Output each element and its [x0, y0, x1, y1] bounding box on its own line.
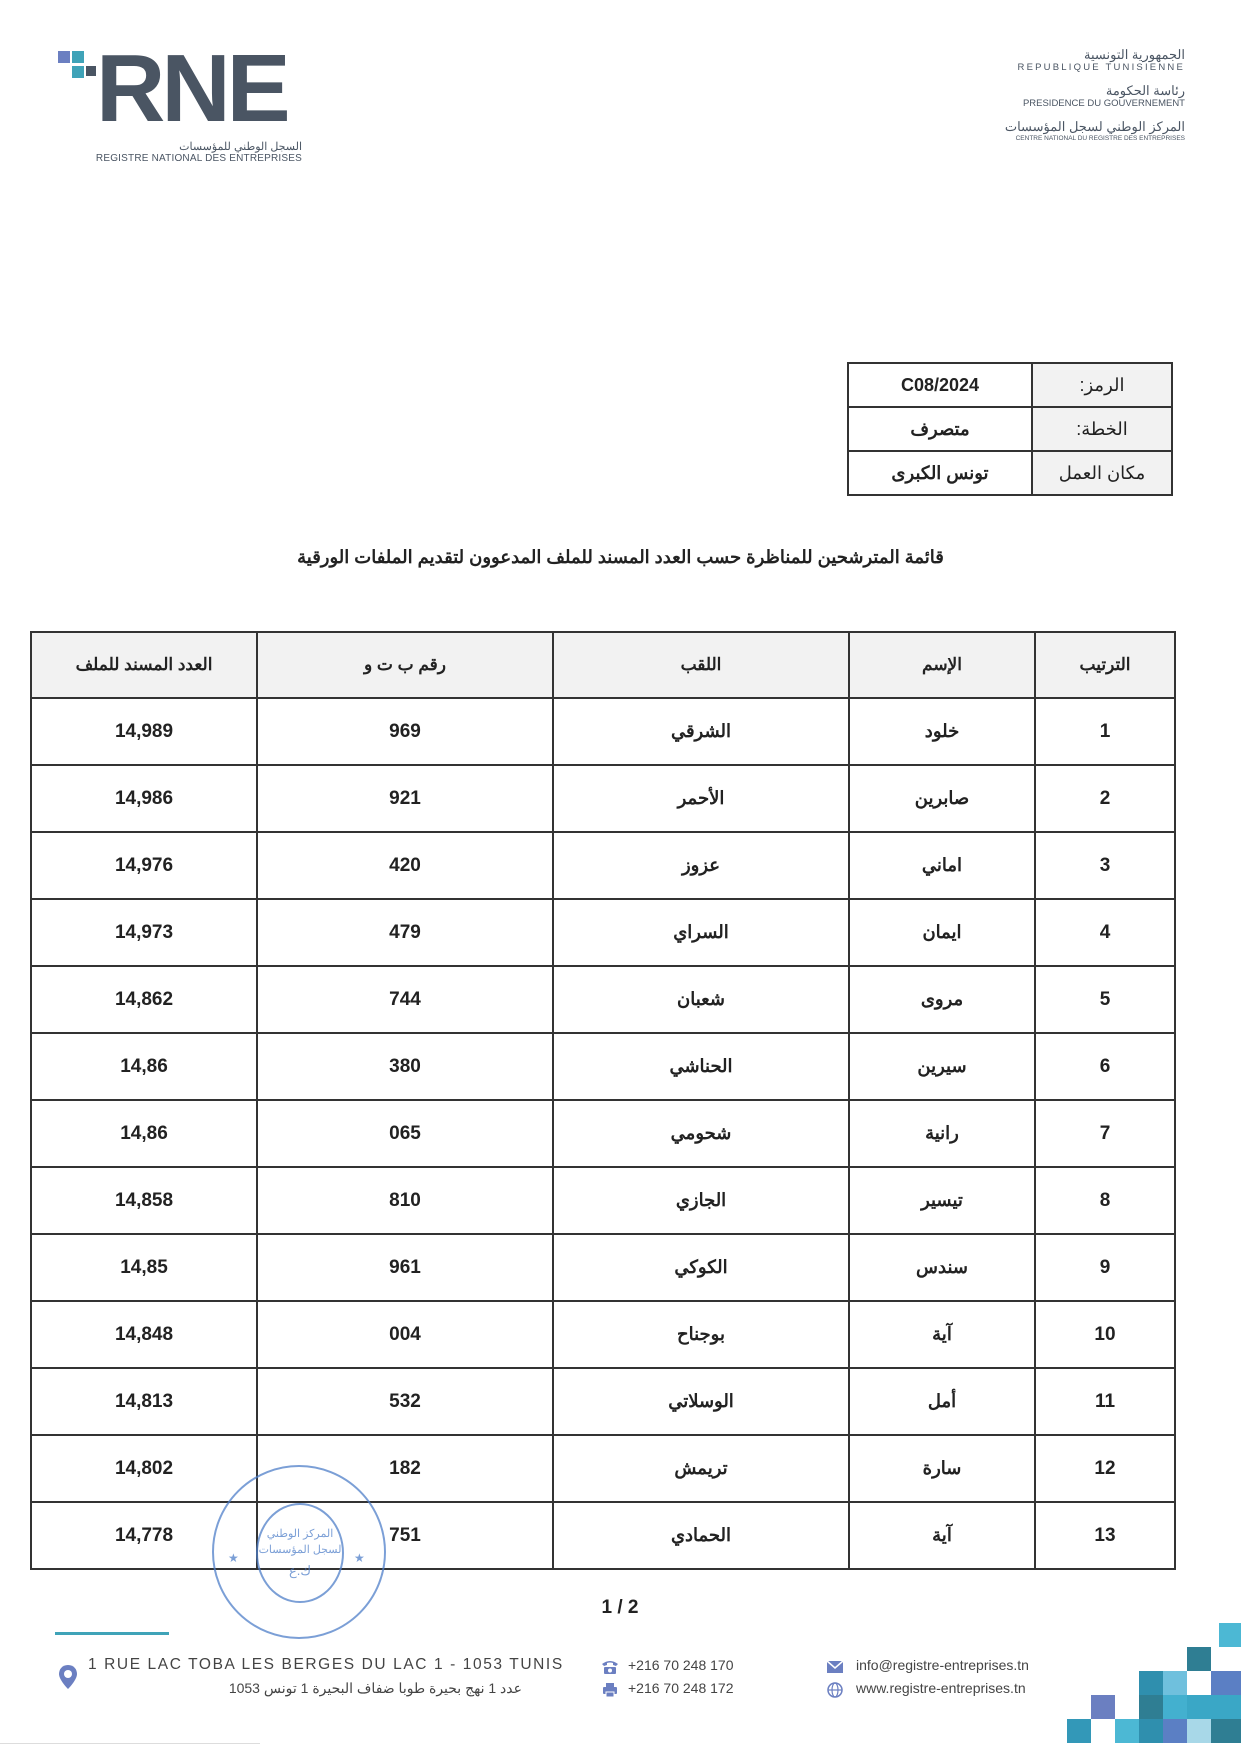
score-cell: 14,973 [31, 899, 257, 966]
rank-cell: 6 [1035, 1033, 1175, 1100]
id-number-cell: 810 [257, 1167, 553, 1234]
position-value: متصرف [848, 407, 1032, 451]
id-number-cell: 004 [257, 1301, 553, 1368]
first-name-cell: تيسير [849, 1167, 1035, 1234]
rank-cell: 10 [1035, 1301, 1175, 1368]
position-label: الخطة: [1032, 407, 1172, 451]
table-row [31, 1435, 1175, 1502]
code-label: الرمز: [1032, 363, 1172, 407]
info-row-workplace [848, 451, 1172, 495]
page-number: 1 / 2 [601, 1597, 639, 1618]
rank-cell: 8 [1035, 1167, 1175, 1234]
last-name-cell: الوسلاتي [553, 1368, 849, 1435]
score-cell: 14,858 [31, 1167, 257, 1234]
id-number-cell: 479 [257, 899, 553, 966]
first-name-cell: ايمان [849, 899, 1035, 966]
competition-info-table [847, 362, 1173, 496]
rank-cell: 11 [1035, 1368, 1175, 1435]
first-name-cell: آية [849, 1502, 1035, 1569]
decorative-squares [1062, 1619, 1241, 1755]
table-row [31, 1167, 1175, 1234]
id-number-cell: 969 [257, 698, 553, 765]
last-name-cell: شحومي [553, 1100, 849, 1167]
table-row [31, 1033, 1175, 1100]
table-row [31, 899, 1175, 966]
stamp-line-1: المركز الوطني [266, 1528, 334, 1540]
stamp-inner-circle [256, 1503, 344, 1603]
first-name-cell: أمل [849, 1368, 1035, 1435]
address-french: 1 RUE LAC TOBA LES BERGES DU LAC 1 - 1053 TUNIS [88, 1656, 564, 1673]
first-name-cell: رانية [849, 1100, 1035, 1167]
last-name-cell: الجازي [553, 1167, 849, 1234]
first-name-cell: خلود [849, 698, 1035, 765]
globe-icon [826, 1682, 844, 1698]
table-row [31, 1234, 1175, 1301]
stamp-line-2: لسجل المؤسسات [258, 1544, 342, 1556]
score-cell: 14,778 [31, 1502, 257, 1569]
last-name-cell: عزوز [553, 832, 849, 899]
stamp-star-icon: ★ [228, 1551, 239, 1565]
logo-arabic-name: السجل الوطني للمؤسسات [179, 141, 302, 153]
table-row [31, 1368, 1175, 1435]
workplace-label: مكان العمل [1032, 451, 1172, 495]
header-last-name: اللقب [553, 632, 849, 698]
rank-cell: 9 [1035, 1234, 1175, 1301]
rank-cell: 4 [1035, 899, 1175, 966]
center-french: CENTRE NATIONAL DU REGISTRE DES ENTREPRISES [1015, 135, 1185, 142]
id-number-cell: 751 [257, 1502, 553, 1569]
header-first-name: الإسم [849, 632, 1035, 698]
score-cell: 14,989 [31, 698, 257, 765]
header-score: العدد المسند للملف [31, 632, 257, 698]
official-stamp [212, 1465, 386, 1639]
last-name-cell: الحناشي [553, 1033, 849, 1100]
footer-divider [55, 1632, 169, 1635]
info-row-position [848, 407, 1172, 451]
last-name-cell: شعبان [553, 966, 849, 1033]
rank-cell: 2 [1035, 765, 1175, 832]
score-cell: 14,848 [31, 1301, 257, 1368]
id-number-cell: 744 [257, 966, 553, 1033]
first-name-cell: صابرين [849, 765, 1035, 832]
table-row [31, 1100, 1175, 1167]
rank-cell: 7 [1035, 1100, 1175, 1167]
location-pin-icon [57, 1664, 79, 1690]
fax-icon [601, 1682, 619, 1698]
table-row [31, 1502, 1175, 1569]
email-link[interactable]: info@registre-entreprises.tn [856, 1657, 1029, 1673]
republic-french: REPUBLIQUE TUNISIENNE [1017, 62, 1185, 73]
candidates-table [30, 631, 1176, 1570]
score-cell: 14,85 [31, 1234, 257, 1301]
id-number-cell: 961 [257, 1234, 553, 1301]
government-header [980, 48, 1185, 144]
id-number-cell: 065 [257, 1100, 553, 1167]
rank-cell: 3 [1035, 832, 1175, 899]
rank-cell: 5 [1035, 966, 1175, 1033]
republic-arabic: الجمهورية التونسية [1084, 47, 1185, 62]
first-name-cell: مروى [849, 966, 1035, 1033]
website-link[interactable]: www.registre-entreprises.tn [856, 1680, 1026, 1696]
first-name-cell: اماني [849, 832, 1035, 899]
score-cell: 14,813 [31, 1368, 257, 1435]
last-name-cell: السراي [553, 899, 849, 966]
phone-number: +216 70 248 170 [628, 1657, 734, 1673]
score-cell: 14,862 [31, 966, 257, 1033]
presidency-arabic: رئاسة الحكومة [1105, 83, 1185, 98]
first-name-cell: آية [849, 1301, 1035, 1368]
score-cell: 14,86 [31, 1033, 257, 1100]
address-arabic: عدد 1 نهج بحيرة طوبا ضفاف البحيرة 1 تونس 1053 [228, 1680, 522, 1696]
score-cell: 14,802 [31, 1435, 257, 1502]
center-arabic: المركز الوطني لسجل المؤسسات [1004, 119, 1185, 134]
footer-rule [0, 1743, 260, 1744]
code-value: C08/2024 [848, 363, 1032, 407]
score-cell: 14,986 [31, 765, 257, 832]
id-number-cell: 921 [257, 765, 553, 832]
table-row [31, 832, 1175, 899]
table-row [31, 1301, 1175, 1368]
id-number-cell: 532 [257, 1368, 553, 1435]
workplace-value: تونس الكبرى [848, 451, 1032, 495]
rank-cell: 13 [1035, 1502, 1175, 1569]
phone-icon [601, 1659, 619, 1675]
rne-logo [58, 35, 303, 166]
table-header-row [31, 632, 1175, 698]
stamp-star-icon: ★ [354, 1551, 365, 1565]
header-rank: الترتيب [1035, 632, 1175, 698]
info-row-code [848, 363, 1172, 407]
last-name-cell: بوجناح [553, 1301, 849, 1368]
last-name-cell: الأحمر [553, 765, 849, 832]
first-name-cell: سيرين [849, 1033, 1035, 1100]
rank-cell: 12 [1035, 1435, 1175, 1502]
logo-letters: RNE [96, 35, 287, 142]
first-name-cell: سندس [849, 1234, 1035, 1301]
last-name-cell: الحمادي [553, 1502, 849, 1569]
presidency-french: PRESIDENCE DU GOUVERNEMENT [1022, 98, 1185, 109]
first-name-cell: سارة [849, 1435, 1035, 1502]
score-cell: 14,86 [31, 1100, 257, 1167]
id-number-cell: 380 [257, 1033, 553, 1100]
id-number-cell: 420 [257, 832, 553, 899]
last-name-cell: الكوكي [553, 1234, 849, 1301]
id-number-cell: 182 [257, 1435, 553, 1502]
email-icon [826, 1659, 844, 1675]
table-row [31, 966, 1175, 1033]
stamp-initials: ك.ع [288, 1563, 312, 1578]
last-name-cell: تريمش [553, 1435, 849, 1502]
score-cell: 14,976 [31, 832, 257, 899]
rank-cell: 1 [1035, 698, 1175, 765]
fax-number: +216 70 248 172 [628, 1680, 734, 1696]
table-row [31, 698, 1175, 765]
logo-french-name: REGISTRE NATIONAL DES ENTREPRISES [95, 153, 302, 164]
header-id-number: رقم ب ت و [257, 632, 553, 698]
document-title: قائمة المترشحين للمناظرة حسب العدد المسند للملف المدعوون لتقديم الملفات الورقية [297, 547, 944, 567]
table-row [31, 765, 1175, 832]
last-name-cell: الشرقي [553, 698, 849, 765]
